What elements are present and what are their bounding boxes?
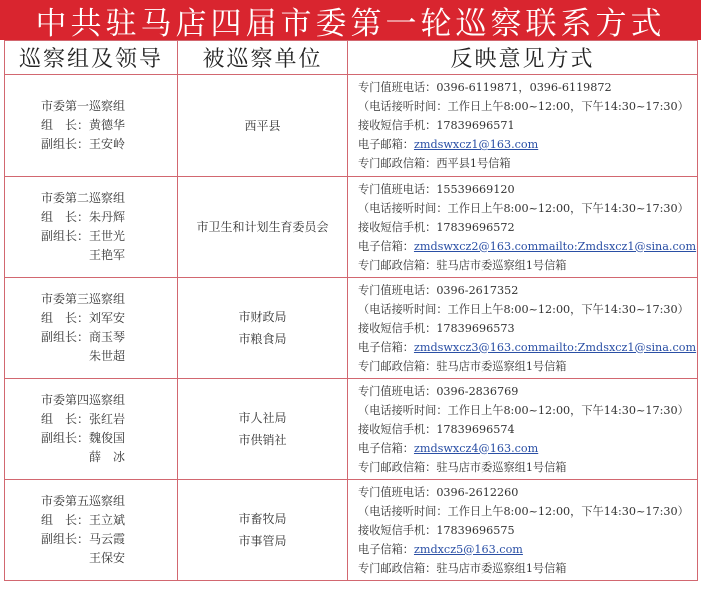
inspected-unit: 市财政局 bbox=[238, 310, 287, 324]
sms-number: 接收短信手机：17839696573 bbox=[358, 321, 515, 335]
sms-number: 接收短信手机：17839696571 bbox=[358, 119, 515, 132]
group-name: 市委第一巡察组 bbox=[41, 99, 126, 113]
email-line bbox=[358, 237, 697, 256]
header-contact: 反映意见方式 bbox=[348, 41, 698, 75]
contact-cell bbox=[348, 480, 698, 581]
inspected-unit-cell bbox=[178, 278, 348, 379]
group-leader: 组 长：朱丹辉 bbox=[41, 210, 126, 224]
inspected-unit-cell bbox=[178, 480, 348, 581]
group-leader: 副组长：商玉琴 bbox=[41, 330, 126, 344]
email-link[interactable]: zmdswxcz1@163.com bbox=[413, 138, 539, 151]
group-leader: 王艳军 bbox=[89, 248, 126, 262]
table-row bbox=[5, 177, 698, 278]
inspected-unit-cell bbox=[178, 177, 348, 278]
group-leader: 组 长：刘军安 bbox=[41, 311, 126, 325]
header-row bbox=[5, 41, 698, 75]
email-link[interactable]: zmdxcz5@163.com bbox=[413, 542, 523, 556]
sms-number: 接收短信手机：17839696572 bbox=[358, 220, 515, 234]
inspected-unit: 市事管局 bbox=[238, 534, 287, 548]
table-row bbox=[5, 480, 698, 581]
inspected-unit-cell bbox=[178, 75, 348, 177]
sms-number: 接收短信手机：17839696574 bbox=[358, 422, 515, 436]
email-link[interactable]: zmdswxcz3@163.commailto:Zmdsxcz1@sina.com bbox=[413, 340, 697, 354]
header-unit: 被巡察单位 bbox=[178, 41, 348, 75]
email-link[interactable]: zmdswxcz2@163.commailto:Zmdsxcz1@sina.com bbox=[413, 239, 697, 253]
sms-number: 接收短信手机：17839696575 bbox=[358, 523, 515, 537]
group-leader: 组 长：张红岩 bbox=[41, 412, 126, 426]
contact-table bbox=[4, 40, 698, 581]
group-leader: 副组长：王安岭 bbox=[41, 137, 126, 151]
inspection-group-cell bbox=[5, 278, 178, 379]
phone-hours: （电话接听时间：工作日上午8:00~12:00，下午14:30~17:30） bbox=[358, 504, 689, 518]
table-row bbox=[5, 278, 698, 379]
group-leader: 副组长：王世光 bbox=[41, 229, 126, 243]
duty-phone: 专门值班电话：0396-2612260 bbox=[358, 485, 519, 499]
contact-cell bbox=[348, 75, 698, 177]
email-label: 电子信箱： bbox=[358, 239, 414, 253]
inspection-group-cell bbox=[5, 379, 178, 480]
inspected-unit: 市供销社 bbox=[238, 433, 287, 447]
duty-phone: 专门值班电话：0396-6119871，0396-6119872 bbox=[358, 81, 612, 94]
email-line bbox=[358, 135, 697, 154]
phone-hours: （电话接听时间：工作日上午8:00~12:00，下午14:30~17:30） bbox=[358, 403, 689, 417]
group-leader: 王保安 bbox=[89, 551, 126, 565]
inspected-unit-cell bbox=[178, 379, 348, 480]
inspected-unit: 市人社局 bbox=[238, 411, 287, 425]
contact-cell bbox=[348, 177, 698, 278]
duty-phone: 专门值班电话：0396-2617352 bbox=[358, 283, 519, 297]
group-name: 市委第三巡察组 bbox=[41, 292, 126, 306]
postal-mailbox: 专门邮政信箱：驻马店市委巡察组1号信箱 bbox=[358, 460, 567, 474]
group-leader: 薛 冰 bbox=[89, 450, 126, 464]
email-label: 电子信箱： bbox=[358, 542, 414, 556]
email-label: 电子邮箱： bbox=[358, 138, 414, 151]
group-leader: 组 长：王立斌 bbox=[41, 513, 126, 527]
duty-phone: 专门值班电话：15539669120 bbox=[358, 182, 515, 196]
email-label: 电子信箱： bbox=[358, 340, 414, 354]
duty-phone: 专门值班电话：0396-2836769 bbox=[358, 384, 519, 398]
inspection-group-cell bbox=[5, 480, 178, 581]
group-leader: 组 长：黄德华 bbox=[41, 118, 126, 132]
document-title: 中共驻马店四届市委第一轮巡察联系方式 bbox=[0, 0, 701, 40]
group-name: 市委第五巡察组 bbox=[41, 494, 126, 508]
email-line bbox=[358, 338, 697, 357]
phone-hours: （电话接听时间：工作日上午8:00~12:00，下午14:30~17:30） bbox=[358, 100, 689, 113]
contact-cell bbox=[348, 278, 698, 379]
inspection-group-cell bbox=[5, 177, 178, 278]
group-leader: 副组长：马云霞 bbox=[41, 532, 126, 546]
phone-hours: （电话接听时间：工作日上午8:00~12:00，下午14:30~17:30） bbox=[358, 201, 689, 215]
group-leader: 副组长：魏俊国 bbox=[41, 431, 126, 445]
inspected-unit: 市粮食局 bbox=[238, 332, 287, 346]
email-link[interactable]: zmdswxcz4@163.com bbox=[413, 441, 539, 455]
group-name: 市委第二巡察组 bbox=[41, 191, 126, 205]
inspection-group-cell bbox=[5, 75, 178, 177]
table-row bbox=[5, 75, 698, 177]
email-label: 电子信箱： bbox=[358, 441, 414, 455]
header-group: 巡察组及领导 bbox=[5, 41, 178, 75]
phone-hours: （电话接听时间：工作日上午8:00~12:00，下午14:30~17:30） bbox=[358, 302, 689, 316]
postal-mailbox: 专门邮政信箱：驻马店市委巡察组1号信箱 bbox=[358, 359, 567, 373]
group-leader: 朱世超 bbox=[89, 349, 126, 363]
postal-mailbox: 专门邮政信箱：驻马店市委巡察组1号信箱 bbox=[358, 258, 567, 272]
inspected-unit: 市卫生和计划生育委员会 bbox=[196, 220, 329, 234]
postal-mailbox: 专门邮政信箱：驻马店市委巡察组1号信箱 bbox=[358, 561, 567, 575]
inspected-unit: 市畜牧局 bbox=[238, 512, 287, 526]
email-line bbox=[358, 439, 697, 458]
contact-cell bbox=[348, 379, 698, 480]
email-line bbox=[358, 540, 697, 559]
postal-mailbox: 专门邮政信箱：西平县1号信箱 bbox=[358, 157, 511, 170]
inspected-unit: 西平县 bbox=[244, 118, 281, 133]
table-row bbox=[5, 379, 698, 480]
group-name: 市委第四巡察组 bbox=[41, 393, 126, 407]
